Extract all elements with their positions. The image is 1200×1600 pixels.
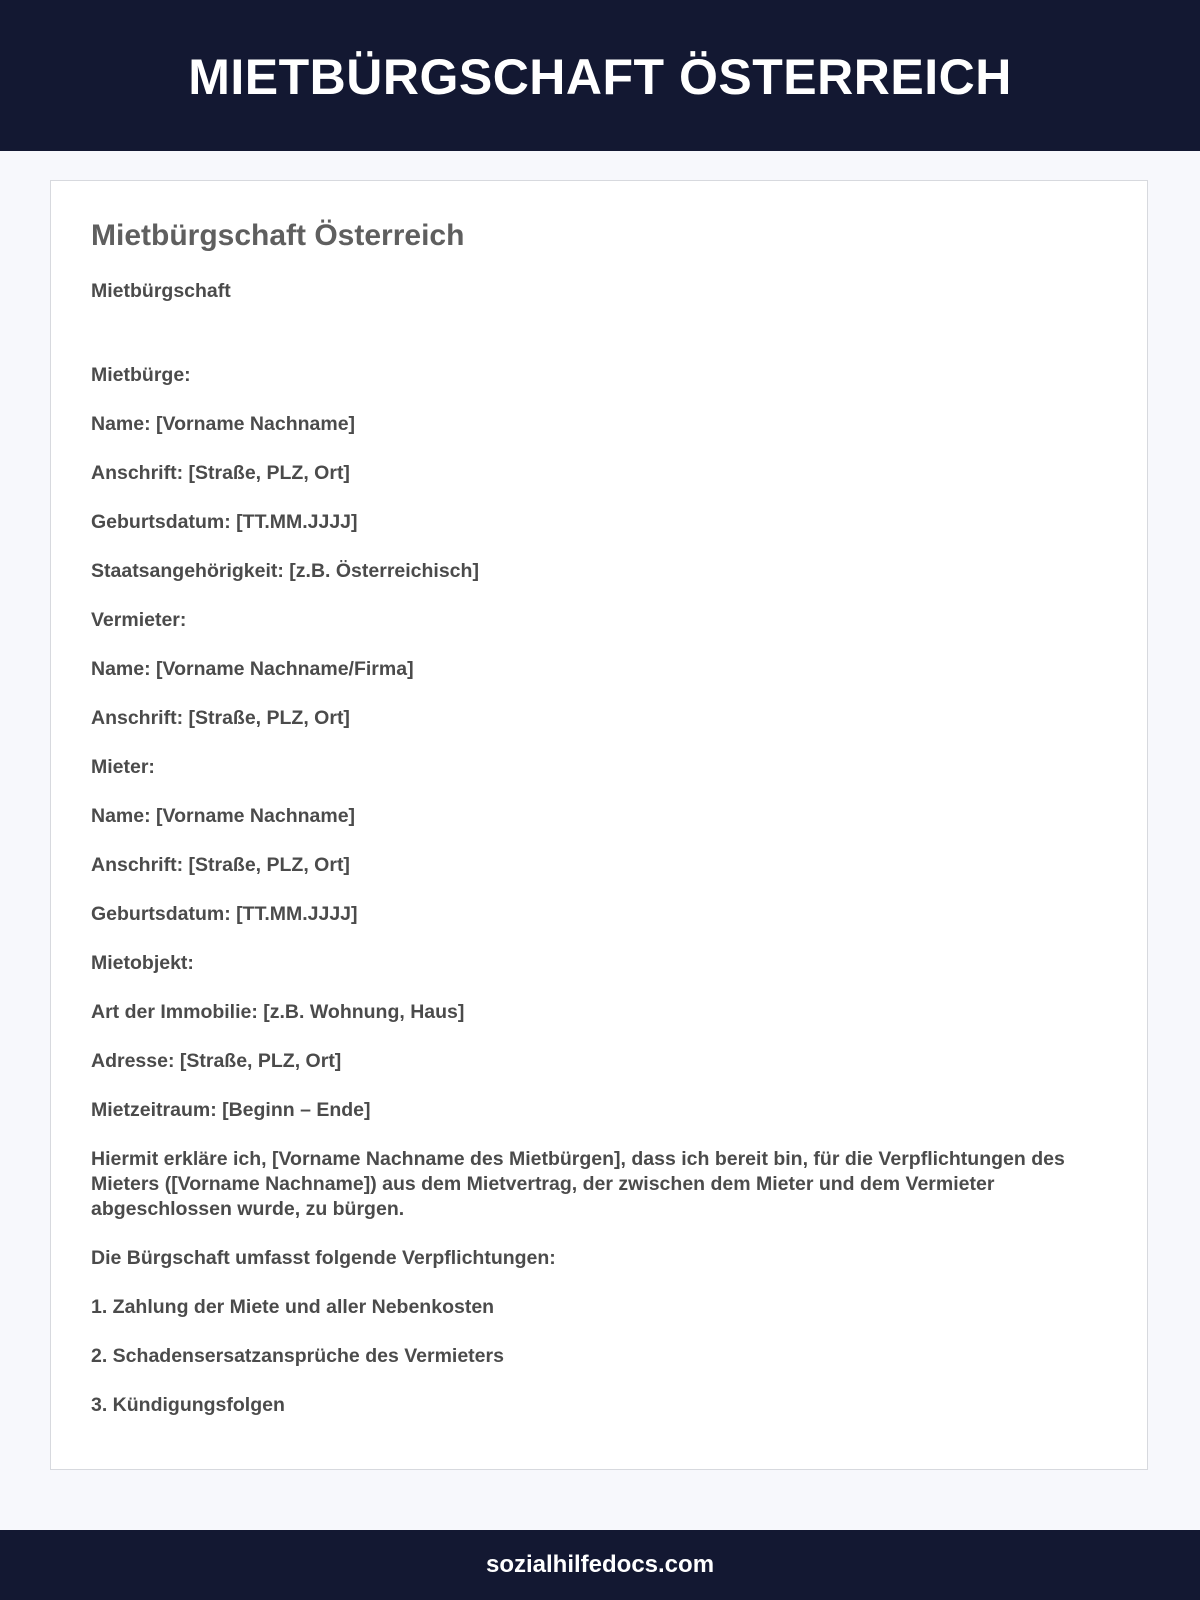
header-banner <box>0 0 1200 151</box>
guarantor-address: Anschrift: [Straße, PLZ, Ort] <box>91 462 350 484</box>
section-heading-tenant: Mieter: <box>91 756 155 778</box>
guarantor-nationality: Staatsangehörigkeit: [z.B. Österreichisch] <box>91 560 479 582</box>
rental-period: Mietzeitraum: [Beginn – Ende] <box>91 1099 371 1121</box>
section-heading-landlord: Vermieter: <box>91 609 187 631</box>
property-address: Adresse: [Straße, PLZ, Ort] <box>91 1050 342 1072</box>
document-body <box>91 279 1101 1442</box>
section-heading-guarantor: Mietbürge: <box>91 364 191 386</box>
landlord-name: Name: [Vorname Nachname/Firma] <box>91 658 414 680</box>
property-type: Art der Immobilie: [z.B. Wohnung, Haus] <box>91 1001 465 1023</box>
tenant-name: Name: [Vorname Nachname] <box>91 805 356 827</box>
document-card <box>50 180 1148 1470</box>
guarantee-declaration: Hiermit erkläre ich, [Vorname Nachname des Mietbürgen], dass ich bereit bin, für die Verpflichtungen des Mieters ([Vorname Nachname]) aus dem Mietvertrag, der zwischen dem Mieter und dem Vermieter abgeschlossen wurde, zu bürgen. <box>91 1148 1065 1220</box>
tenant-birthdate: Geburtsdatum: [TT.MM.JJJJ] <box>91 903 358 925</box>
section-heading-property: Mietobjekt: <box>91 952 194 974</box>
tenant-address: Anschrift: [Straße, PLZ, Ort] <box>91 854 350 876</box>
guarantor-name: Name: [Vorname Nachname] <box>91 413 356 435</box>
footer-banner <box>0 1530 1200 1600</box>
obligation-item: 3. Kündigungsfolgen <box>91 1394 285 1416</box>
document-title: Mietbürgschaft Österreich <box>91 219 465 252</box>
landlord-address: Anschrift: [Straße, PLZ, Ort] <box>91 707 350 729</box>
guarantor-birthdate: Geburtsdatum: [TT.MM.JJJJ] <box>91 511 358 533</box>
page-title: MIETBÜRGSCHAFT ÖSTERREICH <box>188 48 1012 105</box>
document-subtitle: Mietbürgschaft <box>91 280 231 302</box>
obligation-item: 2. Schadensersatzansprüche des Vermieters <box>91 1345 504 1367</box>
obligations-intro: Die Bürgschaft umfasst folgende Verpflichtungen: <box>91 1247 556 1269</box>
obligation-item: 1. Zahlung der Miete und aller Nebenkosten <box>91 1296 495 1318</box>
footer-site-name: sozialhilfedocs.com <box>485 1551 715 1578</box>
